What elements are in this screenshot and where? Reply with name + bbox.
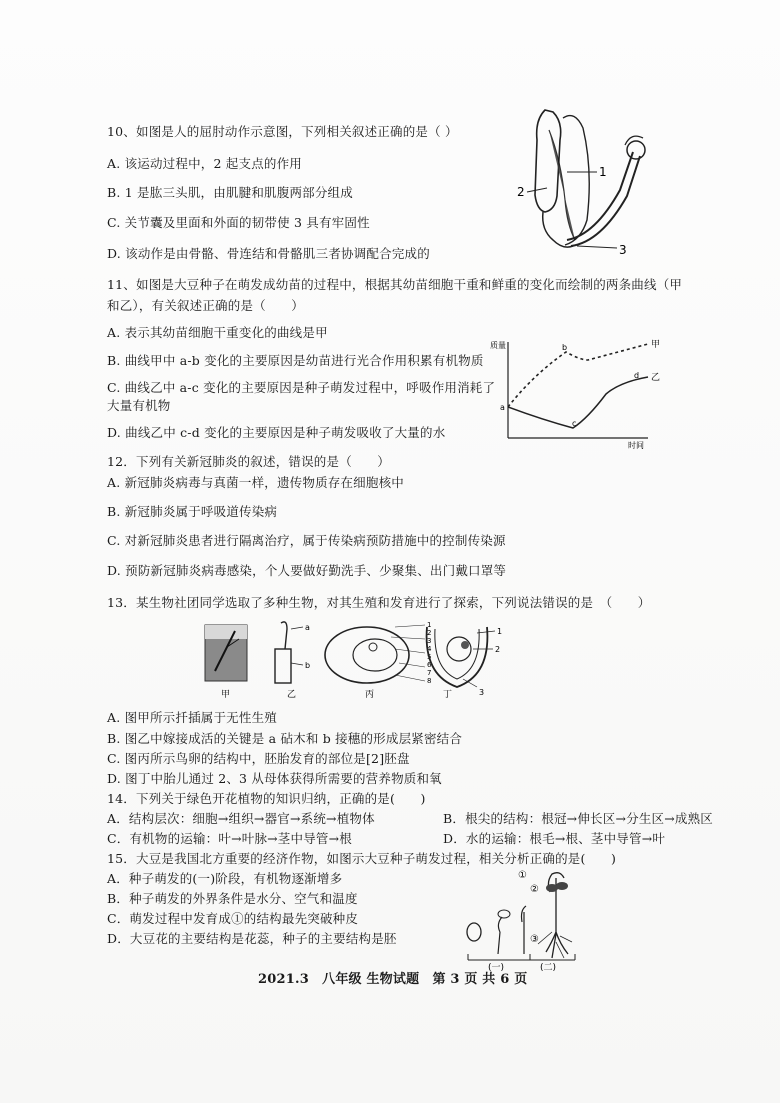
graft-label-a: a bbox=[305, 623, 310, 632]
q12-stem: 12．下列有关新冠肺炎的叙述，错误的是（ ） bbox=[107, 454, 391, 469]
germ-label-3: ③ bbox=[530, 934, 539, 945]
q11-option-b: B. 曲线甲中 a-b 变化的主要原因是幼苗进行光合作用积累有机物质 bbox=[107, 353, 484, 368]
egg-label-1: 1 bbox=[427, 621, 432, 629]
q15-stem: 15．大豆是我国北方重要的经济作物，如图示大豆种子萌发过程，相关分析正确的是( ) bbox=[107, 851, 617, 866]
q10-stem: 10、如图是人的屈肘动作示意图，下列相关叙述正确的是（ ） bbox=[107, 124, 458, 139]
fetus-label-1: 1 bbox=[497, 627, 503, 636]
q15-option-d: D．大豆花的主要结构是花蕊，种子的主要结构是胚 bbox=[107, 931, 397, 946]
q10-fig-label-3: 3 bbox=[619, 243, 627, 257]
stage-label-1: (一) bbox=[488, 963, 505, 972]
egg-label-2: 2 bbox=[427, 629, 432, 637]
fetus-label-2: 2 bbox=[495, 645, 501, 654]
q10-fig-label-2: 2 bbox=[517, 185, 525, 199]
point-label-a: a bbox=[500, 403, 505, 412]
caption-yi: 乙 bbox=[287, 690, 297, 700]
q13-stem: 13．某生物社团同学选取了多种生物，对其生殖和发育进行了探索，下列说法错误的是 （ ） bbox=[107, 595, 651, 610]
cutting-figure bbox=[205, 625, 247, 681]
q14-option-c: C．有机物的运输：叶→叶脉→茎中导管→根 bbox=[107, 831, 352, 846]
q10-option-b: B. 1 是肱三头肌，由肌腱和肌腹两部分组成 bbox=[107, 185, 353, 200]
egg-label-3: 3 bbox=[427, 637, 432, 645]
egg-label-6: 6 bbox=[427, 661, 432, 669]
fetus-figure bbox=[427, 627, 503, 697]
q15-option-b: B．种子萌发的外界条件是水分、空气和温度 bbox=[107, 891, 358, 906]
q10-option-c: C. 关节囊及里面和外面的韧带使 3 具有牢固性 bbox=[107, 215, 370, 230]
q11-option-a: A. 表示其幼苗细胞干重变化的曲线是甲 bbox=[107, 325, 328, 340]
egg-label-5: 5 bbox=[427, 653, 432, 661]
germ-label-2: ② bbox=[530, 884, 539, 895]
q10-option-d: D. 该动作是由骨骼、骨连结和骨骼肌三者协调配合完成的 bbox=[107, 246, 430, 261]
q12-option-d: D. 预防新冠肺炎病毒感染，个人要做好勤洗手、少聚集、出门戴口罩等 bbox=[107, 563, 507, 578]
page-footer: 2021.3 八年级 生物试题 第 3 页 共 6 页 bbox=[258, 972, 528, 987]
egg-label-8: 8 bbox=[427, 677, 432, 685]
arm-flexion-figure bbox=[505, 100, 675, 265]
fetus-label-3: 3 bbox=[479, 688, 485, 697]
germ-label-1: ① bbox=[518, 870, 527, 881]
q15-option-c: C．萌发过程中发育成①的结构最先突破种皮 bbox=[107, 911, 359, 926]
q12-option-c: C. 对新冠肺炎患者进行隔离治疗，属于传染病预防措施中的控制传染源 bbox=[107, 533, 506, 548]
q10-option-a: A. 该运动过程中，2 起支点的作用 bbox=[107, 156, 303, 171]
egg-label-7: 7 bbox=[427, 669, 432, 677]
q14-option-d: D．水的运输：根毛→根、茎中导管→叶 bbox=[443, 831, 666, 846]
q11-option-c-cont: 大量有机物 bbox=[107, 398, 171, 413]
curve-label-jia: 甲 bbox=[651, 340, 661, 350]
weight-curve-graph bbox=[488, 330, 668, 450]
curve-label-yi: 乙 bbox=[651, 373, 661, 383]
q12-option-b: B. 新冠肺炎属于呼吸道传染病 bbox=[107, 504, 278, 519]
q14-stem: 14．下列关于绿色开花植物的知识归纳，正确的是( ) bbox=[107, 791, 426, 806]
point-label-c: c bbox=[572, 419, 577, 428]
graft-label-b: b bbox=[305, 661, 311, 670]
q15-option-a: A．种子萌发的(一)阶段，有机物逐渐增多 bbox=[107, 871, 343, 886]
q14-option-a: A．结构层次：细胞→组织→器官→系统→植物体 bbox=[107, 811, 375, 826]
graph-xlabel: 时间 bbox=[628, 441, 644, 450]
q13-option-b: B. 图乙中嫁接成活的关键是 a 砧木和 b 接穗的形成层紧密结合 bbox=[107, 731, 463, 746]
stage-label-2: (二) bbox=[540, 963, 557, 972]
q12-option-a: A. 新冠肺炎病毒与真菌一样，遗传物质存在细胞核中 bbox=[107, 475, 404, 490]
q13-option-c: C. 图丙所示鸟卵的结构中，胚胎发育的部位是[2]胚盘 bbox=[107, 751, 410, 766]
q13-option-d: D. 图丁中胎儿通过 2、3 从母体获得所需要的营养物质和氧 bbox=[107, 771, 442, 786]
q13-figures bbox=[195, 615, 525, 705]
q10-fig-label-1: 1 bbox=[599, 165, 607, 179]
caption-jia: 甲 bbox=[221, 690, 231, 700]
q11-option-c: C. 曲线乙中 a-c 变化的主要原因是种子萌发过程中，呼吸作用消耗了 bbox=[107, 380, 496, 395]
grafting-figure bbox=[275, 622, 310, 683]
caption-ding: 丁 bbox=[443, 690, 453, 700]
q13-option-a: A. 图甲所示扦插属于无性生殖 bbox=[107, 710, 277, 725]
q14-option-b: B．根尖的结构：根冠→伸长区→分生区→成熟区 bbox=[443, 811, 714, 826]
bird-egg-figure bbox=[325, 621, 432, 685]
point-label-b: b bbox=[562, 343, 568, 352]
egg-label-4: 4 bbox=[427, 645, 432, 653]
point-label-d: d bbox=[634, 371, 640, 380]
q11-option-d: D. 曲线乙中 c-d 变化的主要原因是种子萌发吸收了大量的水 bbox=[107, 425, 446, 440]
caption-bing: 丙 bbox=[365, 690, 375, 700]
graph-ylabel: 质量 bbox=[490, 341, 506, 350]
q11-stem-line1: 11、如图是大豆种子在萌发成幼苗的过程中，根据其幼苗细胞干重和鲜重的变化而绘制的两条曲线（甲 bbox=[107, 277, 683, 292]
q11-stem-line2: 和乙），有关叙述正确的是（ ） bbox=[107, 298, 304, 313]
germination-figure bbox=[460, 862, 610, 972]
